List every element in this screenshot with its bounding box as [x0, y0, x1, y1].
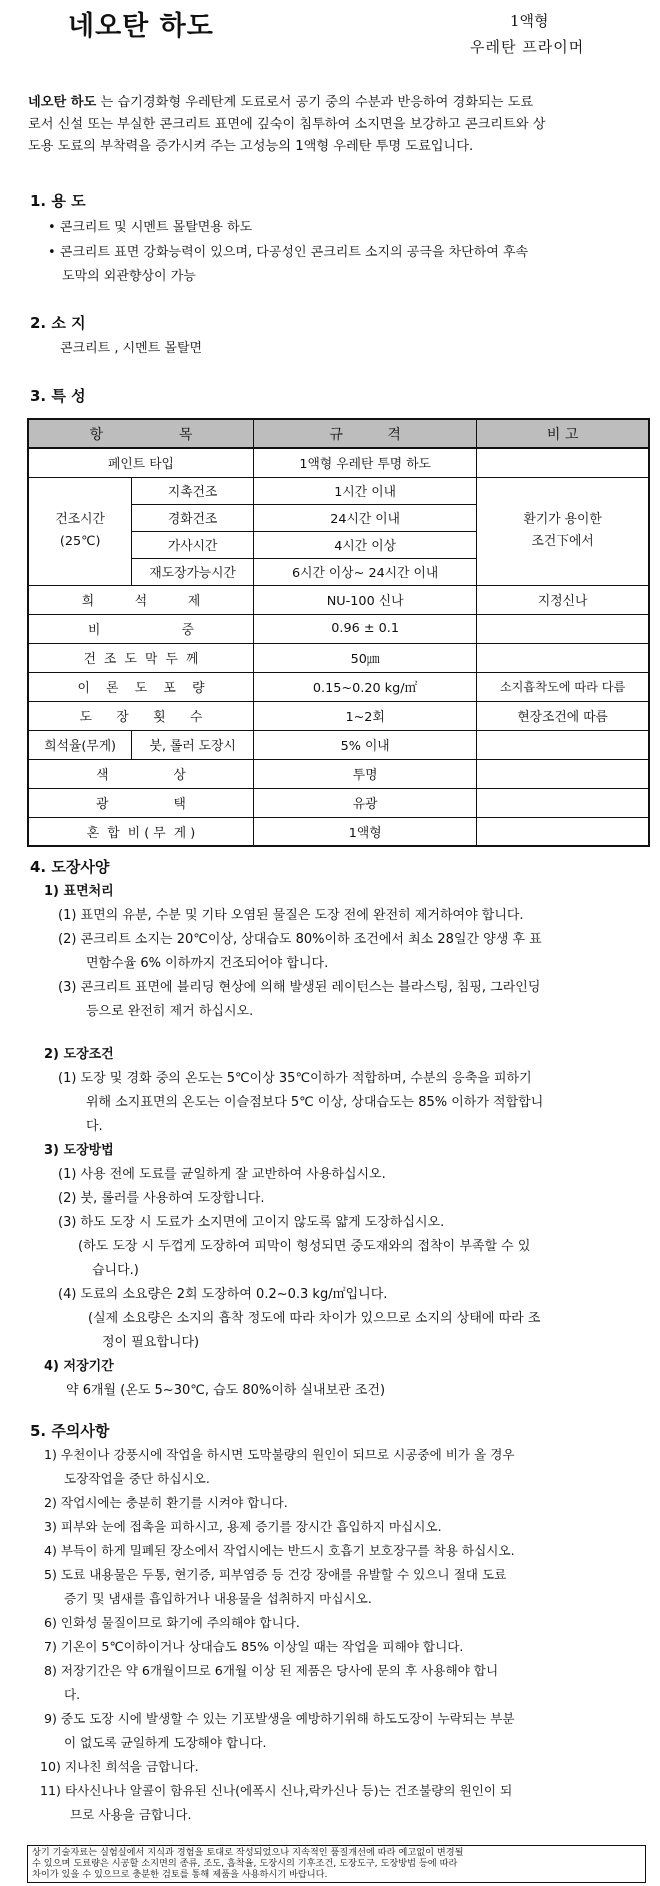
caution-line: 다. [64, 1687, 81, 1702]
thinner-label: 희 석 제 [28, 585, 254, 614]
properties-heading: 3. 특 성 [30, 387, 86, 405]
dry-row-label: 재도장가능시간 [132, 558, 254, 585]
substrate-heading: 2. 소 지 [30, 314, 86, 332]
dft-label: 건 조 도 막 두 께 [28, 643, 254, 672]
disclaimer-line: 수 있으며 도료량은 시공할 소지면의 종류, 조도, 흡착율, 도장시의 기후조건, 도장도구, 도장방법 등에 따라 [32, 1858, 458, 1869]
caution-line: 3) 피부와 눈에 접촉을 피하시고, 용제 증기를 장시간 흡입하지 마십시오. [44, 1519, 442, 1534]
method-line: (1) 사용 전에 도료를 균일하게 잘 교반하여 사용하십시오. [58, 1167, 386, 1182]
caution-line: 증기 및 냄새를 흡입하거나 내용물을 섭취하지 마십시오. [64, 1591, 372, 1606]
substrate-text: 콘크리트 , 시멘트 몰탈면 [60, 341, 203, 356]
intro-line-3: 도용 도료의 부착력을 증가시켜 주는 고성능의 1액형 우레탄 투명 도료입니다. [28, 139, 474, 154]
dft-note [477, 643, 649, 672]
table-header-row [28, 419, 649, 448]
method-line: (2) 붓, 롤러를 사용하여 도장합니다. [58, 1191, 265, 1206]
application-heading: 4. 도장사양 [30, 858, 110, 876]
storage-heading: 4) 저장기간 [44, 1359, 114, 1374]
caution-line: 도장작업을 중단 하십시오. [64, 1471, 210, 1486]
coats-value: 1~2회 [254, 701, 477, 730]
method-line: 습니다.) [92, 1263, 139, 1278]
caution-line: 7) 기온이 5℃이하이거나 상대습도 85% 이상일 때는 작업을 피해야 합니다. [44, 1639, 464, 1654]
disclaimer-line: 상기 기술자료는 실험실에서 지식과 경험을 토대로 작성되었으나 지속적인 품질개선에 따라 예고없이 변경될 [32, 1847, 464, 1858]
intro-line-2: 로서 신설 또는 부실한 콘크리트 표면에 깊숙이 침투하여 소지면을 보강하고 콘크리트와 상 [28, 117, 546, 132]
usage-heading: 1. 용 도 [30, 192, 86, 210]
method-line: (하도 도장 시 두껍게 도장하여 피막이 형성되면 중도재와의 접착이 부족할 수 있 [78, 1239, 531, 1254]
table-row [28, 643, 649, 672]
intro-product-name: 네오탄 하도 [28, 95, 97, 110]
gloss-label: 광 택 [28, 788, 254, 817]
caution-line: 5) 도료 내용물은 두통, 현기증, 피부염증 등 건강 장애를 유발할 수 있으니 절대 도료 [44, 1567, 507, 1582]
usage-item-1: • 콘크리트 및 시멘트 몰탈면용 하도 [48, 220, 253, 235]
col-note-header: 비 고 [477, 419, 649, 448]
page-title: 네오탄 하도 [68, 11, 214, 42]
conditions-line: 다. [86, 1119, 103, 1134]
intro-line-1 [28, 92, 640, 114]
dry-row-value: 4시간 이상 [254, 531, 477, 558]
surface-prep-line: (3) 콘크리트 표면에 블리딩 현상에 의해 발생된 레이턴스는 블라스팅, 침핑, 그라인딩 [58, 980, 541, 995]
color-value: 투명 [254, 759, 477, 788]
subtitle-type: 1액형 [510, 12, 549, 30]
caution-line: 9) 중도 도장 시에 발생할 수 있는 기포발생을 예방하기위해 하도도장이 누락되는 부분 [44, 1711, 515, 1726]
caution-line: 이 없도록 균일하게 도장해야 합니다. [64, 1735, 267, 1750]
method-line: (실제 소요량은 소지의 흡착 정도에 따라 차이가 있으므로 소지의 상태에 따라 조 [88, 1311, 541, 1326]
color-label: 색 상 [28, 759, 254, 788]
paint-type-label: 페인트 타입 [28, 448, 254, 477]
sg-label: 비 중 [28, 614, 254, 643]
dry-row-label: 지촉건조 [132, 477, 254, 504]
sg-note [477, 614, 649, 643]
table-row [28, 730, 649, 759]
mix-note [477, 817, 649, 846]
dry-row-value: 6시간 이상~ 24시간 이내 [254, 558, 477, 585]
table-row [28, 759, 649, 788]
method-heading: 3) 도장방법 [44, 1143, 114, 1158]
dilution-label: 희석율(무게) [28, 730, 132, 759]
subtitle-name: 우레탄 프라이머 [470, 38, 585, 56]
dry-time-label [28, 477, 132, 585]
table-row [28, 448, 649, 477]
caution-line: 8) 저장기간은 약 6개월이므로 6개월 이상 된 제품은 당사에 문의 후 사용해야 합니 [44, 1663, 499, 1678]
cautions-heading: 5. 주의사항 [30, 1422, 110, 1440]
dry-row-label: 경화건조 [132, 504, 254, 531]
gloss-note [477, 788, 649, 817]
dry-time-label-1: 건조시간 [55, 512, 105, 527]
table-row [28, 701, 649, 730]
conditions-line: (1) 도장 및 경화 중의 온도는 5℃이상 35℃이하가 적합하며, 수분의 응축을 피하기 [58, 1071, 532, 1086]
dilution-method: 붓, 롤러 도장시 [132, 730, 254, 759]
intro-line-1-text: 는 습기경화형 우레탄계 도료로서 공기 중의 수분과 반응하여 경화되는 도료 [96, 95, 534, 110]
properties-table [27, 418, 650, 847]
storage-line: 약 6개월 (온도 5~30℃, 습도 80%이하 실내보관 조건) [66, 1383, 386, 1398]
dilution-note [477, 730, 649, 759]
dry-note-1: 환기가 용이한 [523, 512, 602, 527]
disclaimer-line: 차이가 있을 수 있으므로 충분한 검토를 통해 제품을 사용하시기 바랍니다. [32, 1869, 328, 1880]
thinner-value: NU-100 신나 [254, 585, 477, 614]
table-row [28, 585, 649, 614]
caution-line: 11) 타사신나나 알콜이 함유된 신나(에폭시 신나,락카신나 등)는 건조불량의 원인이 되 [40, 1783, 513, 1798]
paint-type-value: 1액형 우레탄 투명 하도 [254, 448, 477, 477]
sg-value: 0.96 ± 0.1 [254, 614, 477, 643]
method-line: (3) 하도 도장 시 도료가 소지면에 고이지 않도록 얇게 도장하십시오. [58, 1215, 445, 1230]
col-item-header: 항 목 [28, 419, 254, 448]
table-row [28, 817, 649, 846]
surface-prep-line: (2) 콘크리트 소지는 20℃이상, 상대습도 80%이하 조건에서 최소 28일간 양생 후 표 [58, 932, 542, 947]
coverage-value: 0.15~0.20 kg/㎡ [254, 672, 477, 701]
table-row [28, 672, 649, 701]
dry-row-label: 가사시간 [132, 531, 254, 558]
dry-row-value: 24시간 이내 [254, 504, 477, 531]
coats-label: 도 장 횟 수 [28, 701, 254, 730]
caution-line: 4) 부득이 하게 밀폐된 장소에서 작업시에는 반드시 호흡기 보호장구를 착용 하십시오. [44, 1543, 515, 1558]
paint-type-note [477, 448, 649, 477]
conditions-heading: 2) 도장조건 [44, 1047, 114, 1062]
caution-line: 1) 우천이나 강풍시에 작업을 하시면 도막불량의 원인이 되므로 시공중에 비가 올 경우 [44, 1447, 515, 1462]
caution-line: 6) 인화성 물질이므로 화기에 주의해야 합니다. [44, 1615, 300, 1630]
conditions-line: 위해 소지표면의 온도는 이슬점보다 5℃ 이상, 상대습도는 85% 이하가 적합합니 [86, 1095, 544, 1110]
dry-time-label-2: (25℃) [59, 534, 101, 549]
intro-paragraph [28, 92, 640, 158]
caution-line: 므로 사용을 금합니다. [70, 1807, 192, 1822]
mix-value: 1액형 [254, 817, 477, 846]
coats-note: 현장조건에 따름 [477, 701, 649, 730]
col-spec-header: 규 격 [254, 419, 477, 448]
color-note [477, 759, 649, 788]
dry-row-value: 1시간 이내 [254, 477, 477, 504]
surface-prep-line: (1) 표면의 유분, 수분 및 기타 오염된 물질은 도장 전에 완전히 제거하여야 합니다. [58, 908, 524, 923]
surface-prep-line: 면함수율 6% 이하까지 건조되어야 합니다. [86, 956, 329, 971]
coverage-label: 이 론 도 포 량 [28, 672, 254, 701]
gloss-value: 유광 [254, 788, 477, 817]
table-row [28, 477, 649, 504]
dft-value: 50㎛ [254, 643, 477, 672]
mix-label: 혼 합 비 ( 무 게 ) [28, 817, 254, 846]
method-line: (4) 도료의 소요량은 2회 도장하여 0.2~0.3 kg/㎡입니다. [58, 1287, 388, 1302]
thinner-note: 지정신나 [477, 585, 649, 614]
dilution-value: 5% 이내 [254, 730, 477, 759]
surface-prep-heading: 1) 표면처리 [44, 884, 114, 899]
method-line: 정이 필요합니다) [102, 1335, 200, 1350]
disclaimer-box [27, 1845, 646, 1883]
caution-line: 2) 작업시에는 충분히 환기를 시켜야 합니다. [44, 1495, 288, 1510]
usage-item-2: • 콘크리트 표면 강화능력이 있으며, 다공성인 콘크리트 소지의 공극을 차단하여 후속 [48, 245, 529, 260]
dry-note-2: 조건下에서 [531, 534, 594, 549]
usage-item-2-cont: 도막의 외관향상이 가능 [62, 269, 196, 284]
coverage-note: 소지흡착도에 따라 다름 [477, 672, 649, 701]
table-row [28, 788, 649, 817]
dry-time-note [477, 477, 649, 585]
table-row [28, 614, 649, 643]
caution-line: 10) 지나친 희석을 금합니다. [40, 1759, 199, 1774]
surface-prep-line: 등으로 완전히 제거 하십시오. [86, 1004, 254, 1019]
